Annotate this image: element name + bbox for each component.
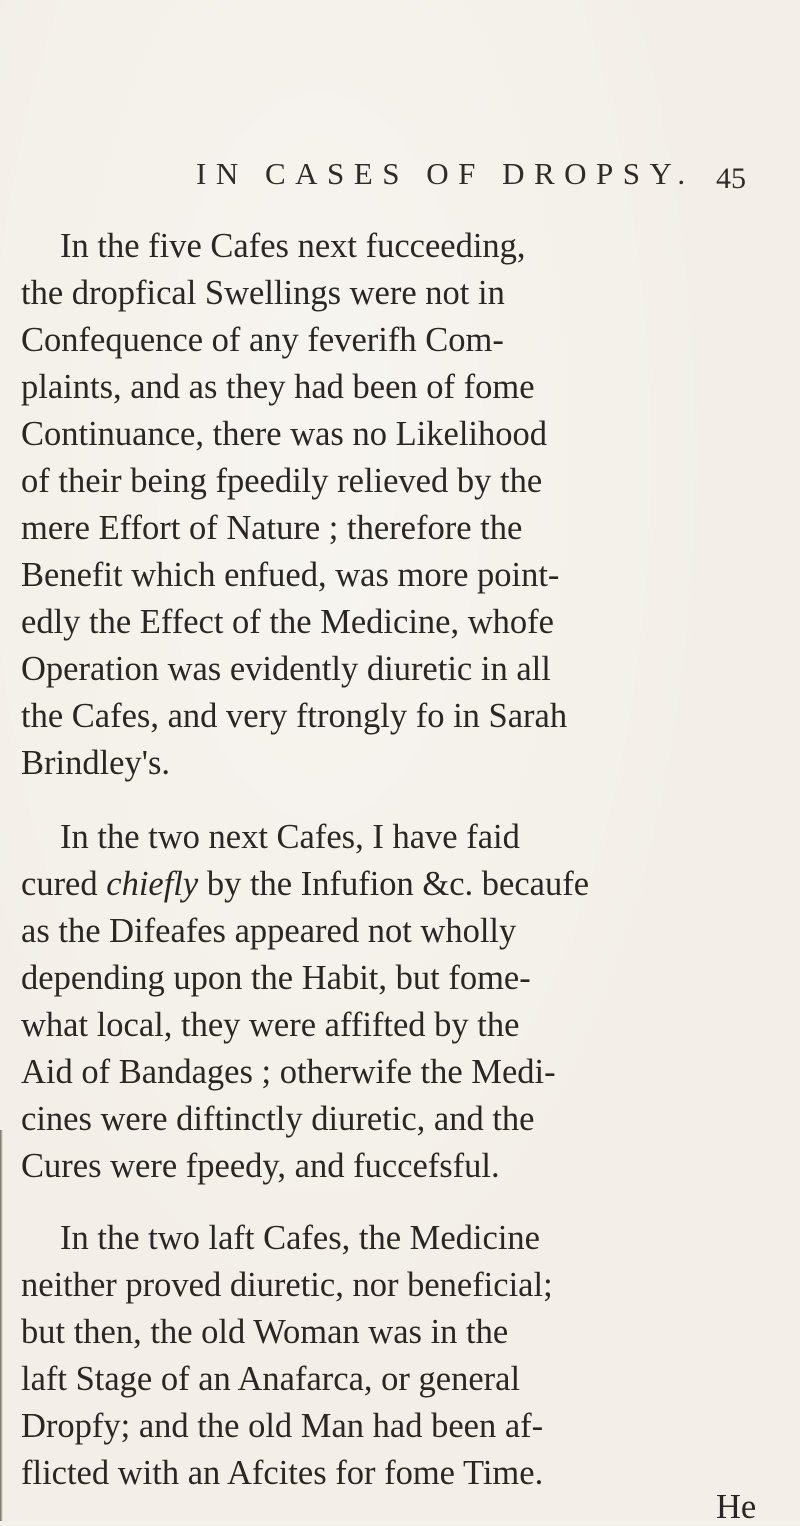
text-line: what local, they were affifted by the bbox=[21, 1006, 520, 1044]
text-line: In the two next Cafes, I have faid bbox=[60, 818, 520, 856]
page-number: 45 bbox=[716, 162, 746, 195]
page-header bbox=[0, 156, 800, 206]
text-line: laft Stage of an Anafarca, or general bbox=[21, 1360, 521, 1398]
text-line: but then, the old Woman was in the bbox=[21, 1313, 509, 1351]
text-run: cured bbox=[21, 865, 107, 903]
text-line: depending upon the Habit, but fome- bbox=[21, 959, 531, 997]
text-line: the dropfical Swellings were not in bbox=[21, 274, 505, 312]
catchword: He bbox=[716, 1488, 757, 1526]
text-line: Confequence of any feverifh Com- bbox=[21, 321, 504, 359]
text-line: In the five Cafes next fucceeding, bbox=[60, 227, 526, 265]
text-line: Continuance, there was no Likelihood bbox=[21, 415, 547, 453]
text-line: Brindley's. bbox=[21, 744, 171, 782]
text-line: neither proved diuretic, nor beneficial; bbox=[21, 1266, 553, 1304]
text-line: of their being fpeedily relieved by the bbox=[21, 462, 543, 500]
text-line: Benefit which enfued, was more point- bbox=[21, 556, 560, 594]
text-line: In the two laft Cafes, the Medicine bbox=[60, 1219, 540, 1257]
text-line: mere Effort of Nature ; therefore the bbox=[21, 509, 523, 547]
text-line: plaints, and as they had been of fome bbox=[21, 368, 535, 406]
text-line: Cures were fpeedy, and fuccefsful. bbox=[21, 1147, 500, 1185]
page-gutter-shadow bbox=[0, 1130, 3, 1521]
text-line: edly the Effect of the Medicine, whofe bbox=[21, 603, 554, 641]
text-line: Dropfy; and the old Man had been af- bbox=[21, 1407, 544, 1445]
text-line: Aid of Bandages ; otherwife the Medi- bbox=[21, 1053, 556, 1091]
text-line: cines were diftinctly diuretic, and the bbox=[21, 1100, 535, 1138]
text-line: flicted with an Afcites for fome Time. bbox=[21, 1454, 544, 1492]
text-line bbox=[21, 867, 589, 902]
italic-emphasis: chiefly bbox=[106, 865, 199, 903]
text-line: as the Difeafes appeared not wholly bbox=[21, 912, 517, 950]
text-line: the Cafes, and very ftrongly fo in Sarah bbox=[21, 697, 568, 735]
text-line: Operation was evidently diuretic in all bbox=[21, 650, 551, 688]
text-run: by the Infufion &c. becaufe bbox=[198, 865, 590, 903]
running-head: IN CASES OF DROPSY. bbox=[196, 156, 695, 191]
